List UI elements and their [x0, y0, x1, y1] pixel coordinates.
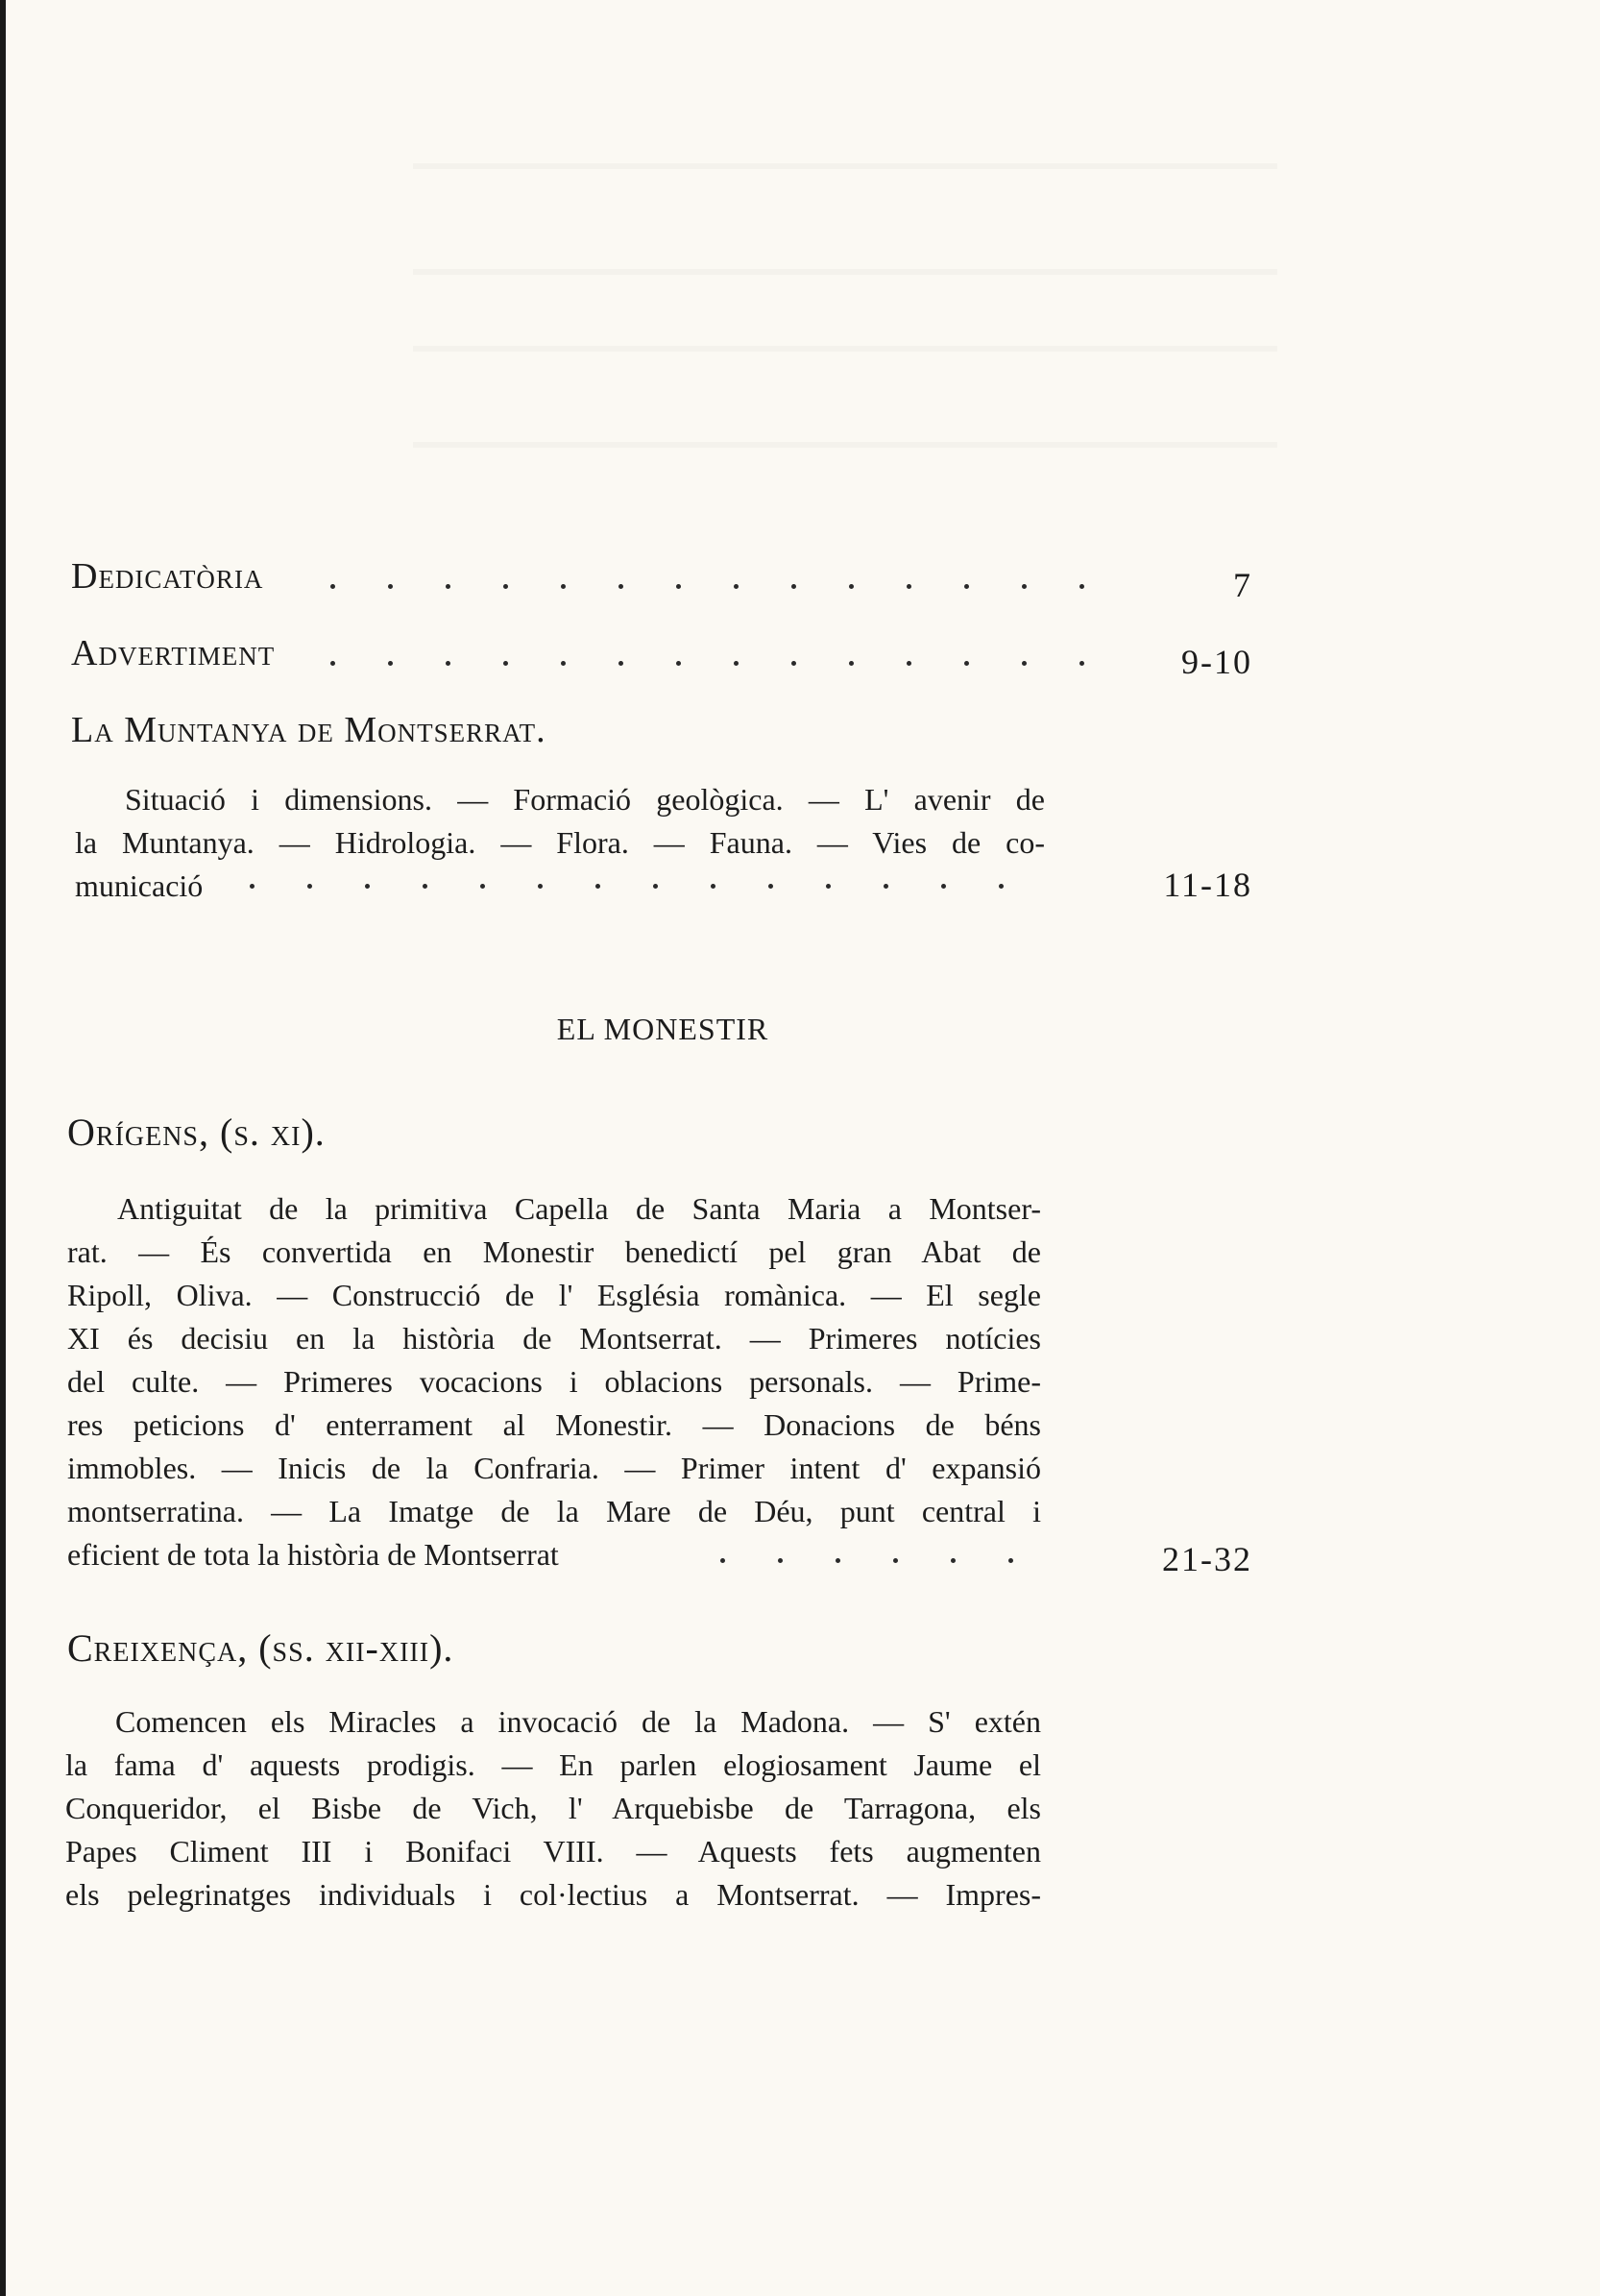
summary-line: del culte. — Primeres vocacions i oblacions personals. — Prime-: [67, 1364, 1041, 1399]
toc-entry-origens[interactable]: [67, 1110, 1248, 1167]
summary-line-text: municació: [75, 868, 204, 903]
toc-entry-advertiment[interactable]: [71, 632, 1252, 690]
toc-entry-title: La Muntanya de Montserrat.: [71, 710, 546, 750]
toc-entry-dedicatoria[interactable]: [71, 555, 1252, 613]
summary-line: la Muntanya. — Hidrologia. — Flora. — Fauna. — Vies de co-: [75, 825, 1045, 860]
summary-line: res peticions d' enterrament al Monestir. — Donacions de béns: [67, 1407, 1041, 1442]
toc-entry-title: Advertiment: [71, 633, 276, 673]
toc-entry-muntanya[interactable]: [71, 709, 1252, 767]
show-through: [413, 442, 1277, 448]
show-through: [413, 269, 1277, 275]
scan-edge: [0, 0, 6, 2296]
show-through: [413, 163, 1277, 169]
toc-entry-title: Dedicatòria: [71, 556, 264, 597]
summary-line: Ripoll, Oliva. — Construcció de l' Església romànica. — El segle: [67, 1278, 1041, 1312]
summary-line: la fama d' aquests prodigis. — En parlen elogiosament Jaume el: [65, 1747, 1041, 1782]
toc-page-number: 11-18: [1163, 866, 1252, 904]
dot-leader: [330, 584, 1127, 613]
summary-line: rat. — És convertida en Monestir benedictí pel gran Abat de: [67, 1234, 1041, 1269]
origens-summary: [67, 1187, 1041, 1576]
summary-line: eficient de tota la història de Montserrat: [67, 1537, 559, 1572]
creixenca-summary: [65, 1700, 1041, 1917]
dot-leader: [330, 661, 1127, 690]
summary-line: els pelegrinatges individuals i col·lectius a Montserrat. — Impres-: [65, 1877, 1041, 1912]
toc-entry-creixenca[interactable]: [67, 1625, 1248, 1683]
toc-page-number: 7: [1233, 566, 1252, 604]
summary-line: Conqueridor, el Bisbe de Vich, l' Arquebisbe de Tarragona, els: [65, 1791, 1041, 1825]
dot-leader: [720, 1558, 1047, 1587]
toc-page-number: 9-10: [1181, 643, 1252, 681]
summary-line: montserratina. — La Imatge de la Mare de Déu, punt central i: [67, 1494, 1041, 1528]
section-title: EL MONESTIR: [556, 1012, 769, 1046]
summary-line: Situació i dimensions. — Formació geològica. — L' avenir de: [125, 782, 1045, 817]
toc-page-number: 21-32: [1162, 1540, 1252, 1578]
summary-line: XI és decisiu en la història de Montserrat. — Primeres notícies: [67, 1321, 1041, 1356]
toc-entry-title: Creixença, (ss. xii-xiii).: [67, 1626, 454, 1670]
dot-leader: [250, 884, 1047, 913]
summary-line: Comencen els Miracles a invocació de la Madona. — S' extén: [115, 1704, 1041, 1739]
summary-line: Papes Climent III i Bonifaci VIII. — Aquests fets augmenten: [65, 1834, 1041, 1869]
show-through: [413, 346, 1277, 352]
summary-line: Antiguitat de la primitiva Capella de Santa Maria a Montser-: [117, 1191, 1041, 1226]
toc-entry-title: Orígens, (s. xi).: [67, 1111, 326, 1154]
summary-line: immobles. — Inicis de la Confraria. — Primer intent d' expansió: [67, 1451, 1041, 1485]
